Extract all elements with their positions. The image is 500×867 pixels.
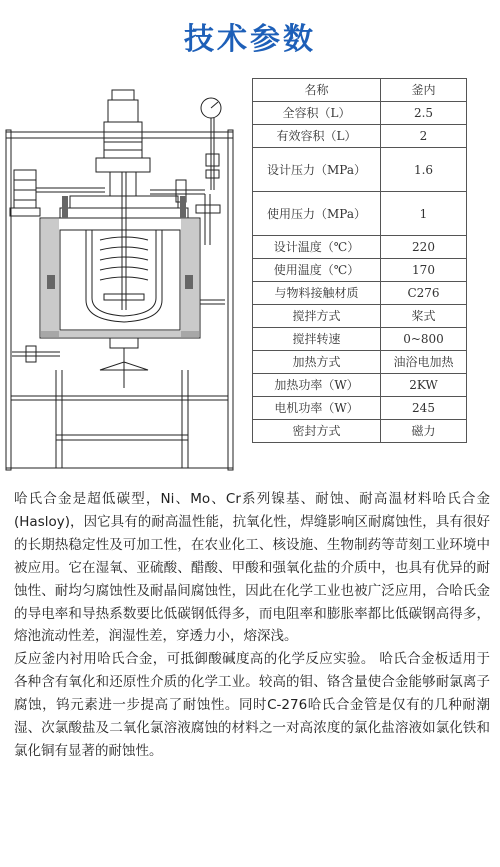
table-row [253,305,467,328]
top-cap [108,100,138,122]
table-row [253,148,467,192]
row-value: 2.5 [381,102,467,125]
row-value: C276 [381,282,467,305]
table-row [253,328,467,351]
frame-left-post [6,130,11,470]
row-value: 170 [381,259,467,282]
table-row [253,192,467,236]
row-name: 与物料接触材质 [253,282,381,305]
table-row [253,102,467,125]
row-value: 油浴电加热 [381,351,467,374]
table-row [253,125,467,148]
row-name: 设计压力（MPa） [253,148,381,192]
row-name: 密封方式 [253,420,381,443]
row-value: 1 [381,192,467,236]
row-name: 搅拌转速 [253,328,381,351]
description-paragraph-2: 反应釜内衬用哈氏合金，可抵御酸碱度高的化学反应实验。 哈氏合金板适用于各种含有氧化和还原性介质的化学工业。较高的钼、铬含量使合金能够耐氯离子腐蚀，钨元素进一步提高了耐蚀性。同时C-276哈氏合金管是仅有的几种耐潮湿、次氯酸盐及二氧化氯溶液腐蚀的材料之一对高浓度的氯化盐溶液如氯化铁和氯化铜有显著的耐蚀性。 [14,651,490,759]
row-value: 245 [381,397,467,420]
stirrer-paddle [104,294,144,300]
row-value: 2 [381,125,467,148]
description [14,488,490,763]
header-name: 名称 [253,79,381,102]
row-name: 全容积（L） [253,102,381,125]
row-name: 设计温度（℃） [253,236,381,259]
spec-table [252,78,467,443]
row-value: 220 [381,236,467,259]
table-row [253,259,467,282]
description-paragraph-1: 哈氏合金是超低碳型，Ni、Mo、Cr系列镍基、耐蚀、耐高温材料哈氏合金(Hasloy)，因它具有的耐高温性能，抗氧化性，焊缝影响区耐腐蚀性，具有很好的长期热稳定性及可加工性，在农业化工、核设施、生物制药等苛刻工业环境中被应用。它在湿氧、亚硫酸、醋酸、甲酸和强氧化盐的介质中，也具有优异的耐蚀性、耐均匀腐蚀性及耐晶间腐蚀性，因此在化学工业也被广泛应用，合哈氏金的导电率和导热系数要比低碳钢低得多，而电阻率和膨胀率都比低碳钢高得多，熔池流动性差，润湿性差，穿透力小，熔深浅。 [14,491,490,645]
heating-jacket [40,218,200,338]
table-header-row [253,79,467,102]
row-name: 搅拌方式 [253,305,381,328]
header-value: 釜内 [381,79,467,102]
row-value: 磁力 [381,420,467,443]
table-row [253,236,467,259]
page-title: 技术参数 [184,22,316,57]
row-name: 使用压力（MPa） [253,192,381,236]
reactor-diagram [0,70,250,475]
row-value: 桨式 [381,305,467,328]
row-value: 1.6 [381,148,467,192]
row-name: 有效容积（L） [253,125,381,148]
row-name: 加热方式 [253,351,381,374]
row-name: 加热功率（W） [253,374,381,397]
magnetic-drive [104,122,142,158]
table-row [253,420,467,443]
lid-flange [70,196,178,208]
row-value: 2KW [381,374,467,397]
frame-right-post [228,130,233,470]
motor-body [14,170,36,208]
row-name: 电机功率（W） [253,397,381,420]
row-name: 使用温度（℃） [253,259,381,282]
table-row [253,351,467,374]
table-row [253,282,467,305]
table-row [253,374,467,397]
row-value: 0~800 [381,328,467,351]
table-row [253,397,467,420]
